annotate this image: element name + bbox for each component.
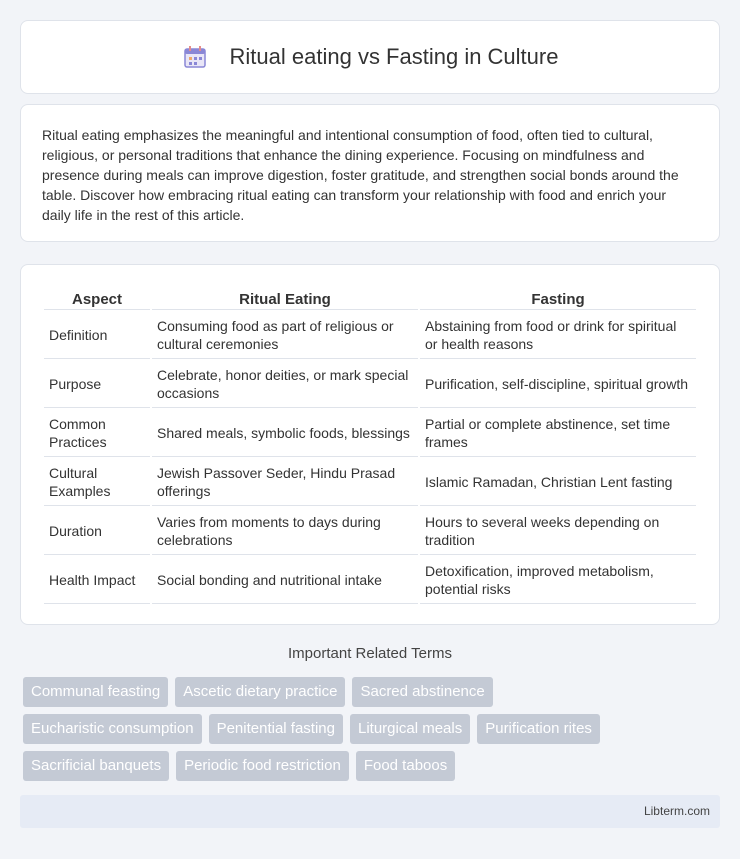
table-cell: Definition bbox=[44, 312, 150, 359]
tag-periodic-food-restriction[interactable]: Periodic food restriction bbox=[176, 751, 349, 781]
table-cell: Varies from moments to days during celebrations bbox=[152, 508, 418, 555]
comparison-table bbox=[42, 285, 698, 606]
table-cell: Abstaining from food or drink for spiritual or health reasons bbox=[420, 312, 696, 359]
header-aspect: Aspect bbox=[44, 287, 150, 310]
tag-row bbox=[23, 751, 723, 781]
table-cell: Jewish Passover Seder, Hindu Prasad offerings bbox=[152, 459, 418, 506]
table-cell: Cultural Examples bbox=[44, 459, 150, 506]
table-cell: Celebrate, honor deities, or mark special occasions bbox=[152, 361, 418, 408]
header-fasting: Fasting bbox=[420, 287, 696, 310]
table-cell: Hours to several weeks depending on tradition bbox=[420, 508, 696, 555]
footer-site-link[interactable]: Libterm.com bbox=[643, 804, 710, 818]
table-row bbox=[44, 508, 696, 555]
table-cell: Social bonding and nutritional intake bbox=[152, 557, 418, 604]
tag-sacred-abstinence[interactable]: Sacred abstinence bbox=[352, 677, 492, 707]
tag-eucharistic-consumption[interactable]: Eucharistic consumption bbox=[23, 714, 202, 744]
table-cell: Purification, self-discipline, spiritual growth bbox=[420, 361, 696, 408]
footer bbox=[20, 795, 720, 828]
table-row bbox=[44, 459, 696, 506]
table-cell: Purpose bbox=[44, 361, 150, 408]
related-terms-title: Important Related Terms bbox=[288, 645, 452, 662]
page-title: Ritual eating vs Fasting in Culture bbox=[229, 44, 559, 69]
tag-row bbox=[23, 677, 723, 707]
tag-liturgical-meals[interactable]: Liturgical meals bbox=[350, 714, 470, 744]
calendar-icon bbox=[182, 44, 208, 70]
comparison-card bbox=[20, 264, 720, 625]
table-cell: Partial or complete abstinence, set time frames bbox=[420, 410, 696, 457]
table-row bbox=[44, 361, 696, 408]
tag-communal-feasting[interactable]: Communal feasting bbox=[23, 677, 168, 707]
table-cell: Detoxification, improved metabolism, potential risks bbox=[420, 557, 696, 604]
table-row bbox=[44, 312, 696, 359]
table-row bbox=[44, 557, 696, 604]
table-cell: Islamic Ramadan, Christian Lent fasting bbox=[420, 459, 696, 506]
related-terms-list bbox=[23, 677, 723, 788]
table-cell: Common Practices bbox=[44, 410, 150, 457]
header-ritual-eating: Ritual Eating bbox=[152, 287, 418, 310]
page-header bbox=[20, 20, 720, 94]
table-cell: Shared meals, symbolic foods, blessings bbox=[152, 410, 418, 457]
table-header-row bbox=[44, 287, 696, 310]
table-cell: Duration bbox=[44, 508, 150, 555]
intro-text: Ritual eating emphasizes the meaningful and intentional consumption of food, often tied to cultural, religious, or personal traditions that enhance the dining experience. Focusing on mindfulness and presence during meals can improve digestion, foster gratitude, and strengthen social bonds around the table. Discover how embracing ritual eating can transform your relationship with food and enrich your daily life in the rest of this article. bbox=[42, 127, 679, 223]
tag-purification-rites[interactable]: Purification rites bbox=[477, 714, 600, 744]
tag-penitential-fasting[interactable]: Penitential fasting bbox=[209, 714, 343, 744]
intro-card bbox=[20, 104, 720, 242]
tag-row bbox=[23, 714, 723, 744]
tag-food-taboos[interactable]: Food taboos bbox=[356, 751, 455, 781]
table-cell: Health Impact bbox=[44, 557, 150, 604]
tag-ascetic-dietary-practice[interactable]: Ascetic dietary practice bbox=[175, 677, 345, 707]
table-cell: Consuming food as part of religious or cultural ceremonies bbox=[152, 312, 418, 359]
table-row bbox=[44, 410, 696, 457]
tag-sacrificial-banquets[interactable]: Sacrificial banquets bbox=[23, 751, 169, 781]
